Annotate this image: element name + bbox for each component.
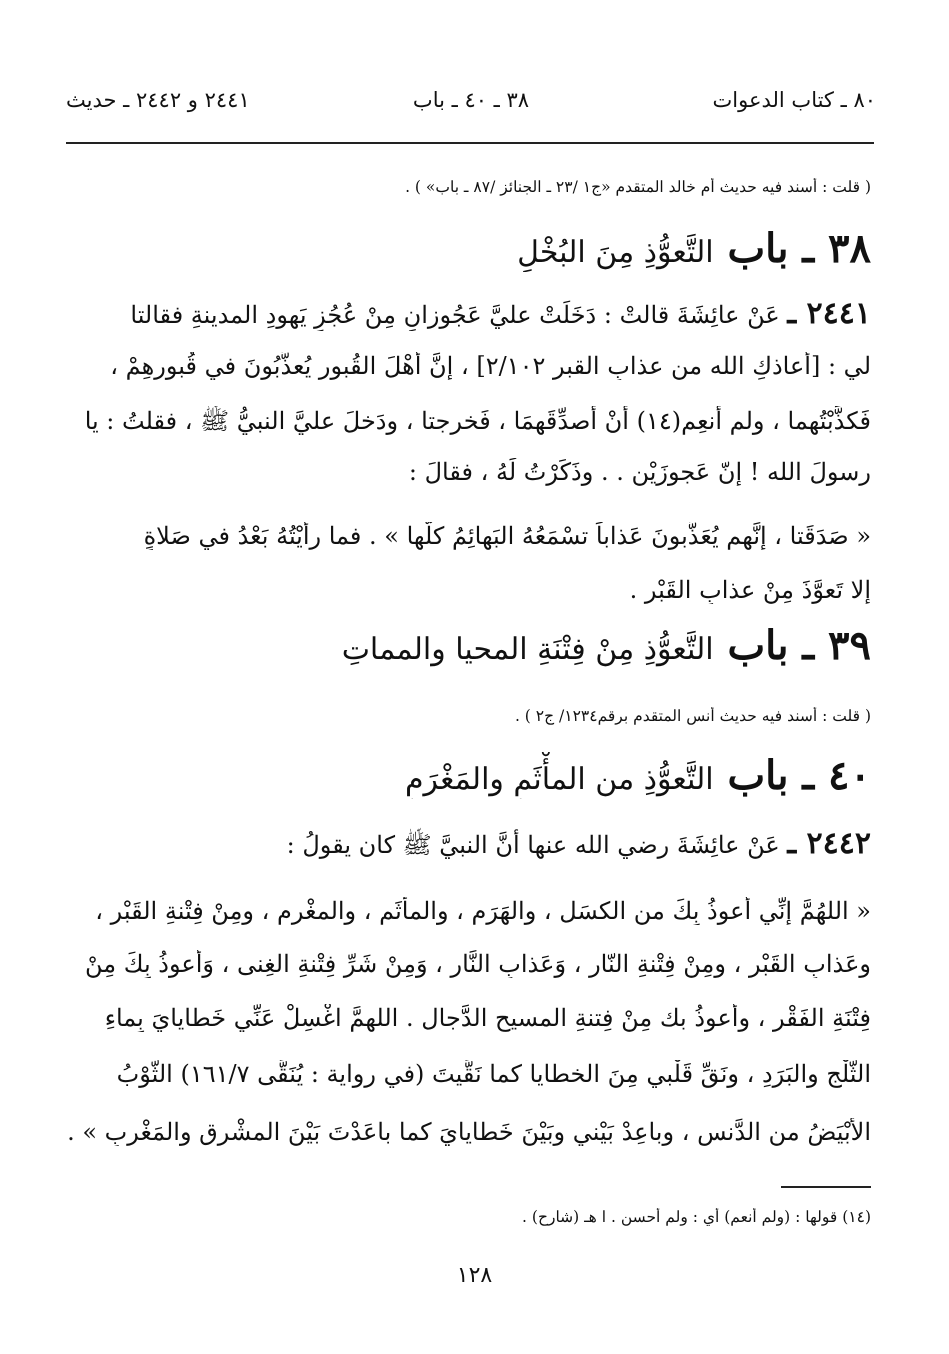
- hadith-2441-number: ٢٤٤١ ـ: [787, 296, 871, 331]
- page-header: [66, 88, 876, 120]
- chapter-40-heading: [61, 752, 871, 799]
- hadith-2442-line-5: الأبْيَضُ من الدَّنسِ ، وباعِدْ بَيْني وبَيْنَ خَطايايَ كما باعَدْتَ بَيْنَ المشْرِقِ والمَغْرِبِ » .: [67, 1118, 871, 1146]
- chapter-39-heading: [61, 622, 871, 669]
- hadith-2442-line-2: وعَذابِ القَبْرِ ، ومِنْ فِتْنةِ النّارِ ، وَعَذابِ النَّارِ ، وَمِنْ شَرِّ فِتْنةِ الغِنى ، وَأعوذُ بِكَ مِنْ: [85, 950, 871, 978]
- hadith-2441-line-1: [61, 296, 871, 331]
- chapter-38-number: ٣٨ ـ باب: [727, 225, 871, 272]
- header-hadith-range: ٢٤٤١ و ٢٤٤٢ ـ حديث: [66, 88, 250, 112]
- chapter-39-number: ٣٩ ـ باب: [727, 622, 871, 669]
- note-1: ( قلت : أسند فيه حديث أم خالد المتقدم «ج١ /٢٣ ـ الجنائز /٨٧ ـ باب» ) .: [405, 178, 871, 196]
- hadith-2441-text-1: عَنْ عائِشَةَ قالتْ : دَخَلَتْ عليَّ عَجُوزانِ مِنْ عُجُزِ يَهودِ المدينةِ فقالتا: [130, 301, 780, 329]
- chapter-40-number: ٤٠ ـ باب: [727, 752, 871, 799]
- header-book-title: ٨٠ ـ كتاب الدعوات: [712, 88, 876, 112]
- hadith-2442-line-4: الثَّلْجِ والبَرَدِ ، ونَقِّ قَلْبي مِنَ الخطايا كما نَقَّيتَ (في رواية : يُنَقَّى ١٦١/٧) الثَّوْبُ: [116, 1060, 871, 1088]
- page-number: ١٢٨: [456, 1263, 493, 1288]
- hadith-2441-line-3: فَكذَّبْتُهما ، ولم أُنعِم(١٤) أنْ أُصدِّقَهمَا ، فَخرجتا ، ودَخلَ عليَّ النبيُّ ﷺ ، فقلتُ : يا: [84, 407, 871, 435]
- hadith-2442-intro: عَنْ عائِشَةَ رضي الله عنها أنَّ النبيَّ ﷺ كان يقولُ :: [286, 831, 780, 859]
- hadith-2442-intro-line: [61, 826, 871, 865]
- hadith-2441-line-2: لي : [أعاذكِ الله من عذابِ القبرِ ٢/١٠٢] ، إنَّ أهْلَ القُبورِ يُعذَّبُونَ في قُبورِهِمْ ،: [110, 352, 871, 380]
- hadith-2441-line-6: إلا تَعوَّذَ مِنْ عذابِ القَبْرِ .: [629, 576, 871, 604]
- chapter-40-title: التَّعوُّذِ من المأْثَمِ والمَغْرَمِ: [404, 762, 714, 797]
- chapter-38-title: التَّعوُّذِ مِنَ البُخْلِ: [517, 235, 714, 270]
- hadith-2442-number: ٢٤٤٢ ـ: [787, 826, 871, 861]
- hadith-2442-line-3: فِتْنَةِ الفَقْرِ ، وأعوذُ بك مِنْ فِتنةِ المسيحِ الدَّجالِ . اللهمَّ اغْسِلْ عَنِّي خَطايايَ بِماءِ: [104, 1004, 871, 1032]
- chapter-38-heading: [61, 225, 871, 272]
- header-chapter-range: ٣٨ ـ ٤٠ ـ باب: [412, 88, 530, 112]
- hadith-2442-line-1: « اللهُمَّ إنِّي أَعوذُ بِكَ من الكسَلِ ، والهَرَمِ ، والمأْثَمِ ، والمغْرمِ ، ومِنْ فِتْنةِ القَبْرِ ،: [95, 897, 871, 925]
- header-divider: [66, 142, 874, 144]
- footnote-divider: [781, 1186, 871, 1188]
- chapter-39-title: التَّعوُّذِ مِنْ فِتْنَةِ المحيا والمماتِ: [341, 632, 714, 667]
- hadith-2441-line-4: رسولَ الله ! إنّ عَجوزَيْنِ . . وذَكَرْتُ لَهُ ، فقالَ :: [408, 458, 871, 486]
- footnote-14: (١٤) قولها : (ولم أنعم) أي : ولم أحسن . ا هـ (شارح) .: [522, 1208, 871, 1226]
- hadith-2441-line-5: « صَدَقَتا ، إنَّهم يُعَذَّبونَ عَذاباً تسْمَعُهُ البَهائِمُ كلُّها » . فما رأَيْتُهُ بَعْدُ في صَلاةٍ: [143, 522, 871, 550]
- note-2: ( قلت : أسند فيه حديث أنس المتقدم برقم١٢٣٤/ ج٢ ) .: [514, 707, 871, 725]
